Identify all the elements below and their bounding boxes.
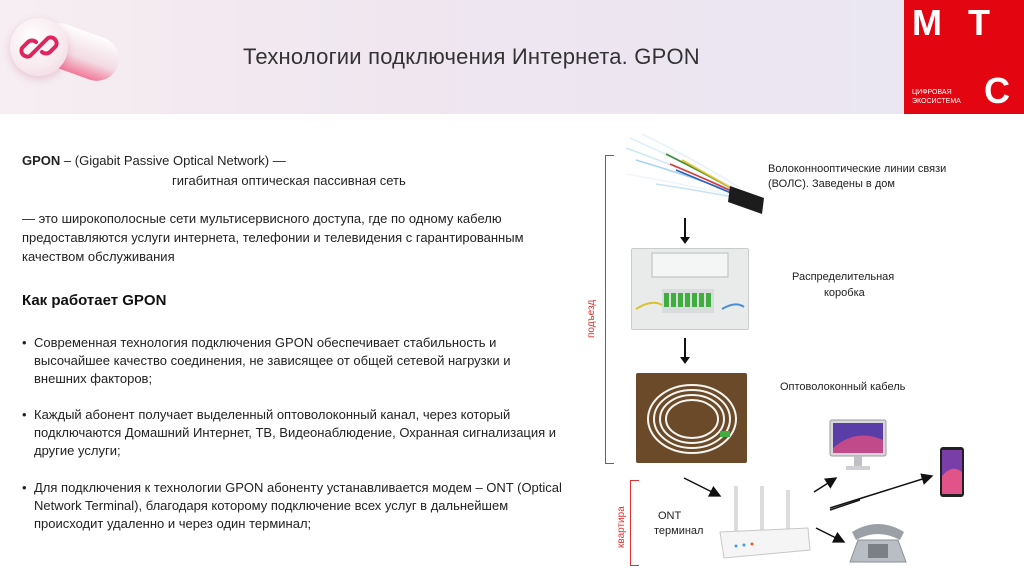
apartment-label: квартира — [616, 506, 627, 548]
bullet-line: другие услуги; — [34, 443, 121, 458]
bullet-line: Для подключения к технологии GPON абоненту устанавливается модем – ONT (Optical — [34, 480, 562, 495]
entrance-label: подъезд — [586, 299, 597, 338]
bullet-line: Каждый абонент получает выделенный оптоволоконный канал, через который — [34, 407, 511, 422]
bullet-line: происходит удаленно и через один терминал; — [34, 516, 312, 531]
bullet-line: внешних факторов; — [34, 371, 153, 386]
box-caption-2: коробка — [824, 287, 865, 299]
definition-translation: гигабитная оптическая пассивная сеть — [172, 173, 406, 188]
ont-caption-1: ONT — [658, 510, 682, 522]
mts-tagline-1: ЦИФРОВАЯ — [912, 89, 952, 96]
bullet-line: Современная технология подключения GPON обеспечивает стабильность и — [34, 335, 497, 350]
bullet-line: высочайшее качество соединения, не зависящее от общей сетевой нагрузки и — [34, 353, 511, 368]
bullet-line: подключаются Домашний Интернет, ТВ, Видеонаблюдение, Охранная сигнализация и — [34, 425, 557, 440]
ont-caption-2: терминал — [654, 525, 704, 537]
mts-logo-letter-m: М — [912, 2, 942, 43]
list-item — [22, 479, 592, 533]
list-item — [22, 406, 592, 460]
definition-desc-1: — это широкополосные сети мультисервисного доступа, где по одному кабелю — [22, 211, 502, 226]
link-icon — [10, 18, 68, 76]
fiber-caption-2: (ВОЛС). Заведены в дом — [768, 178, 895, 190]
mts-logo — [904, 0, 1024, 114]
cable-caption: Оптоволоконный кабель — [780, 381, 906, 393]
box-caption-1: Распределительная — [792, 271, 895, 283]
bullet-dot: • — [22, 335, 27, 350]
arrow-down-icon — [684, 338, 686, 358]
section-title: Как работает GPON — [22, 292, 167, 309]
smartphone-image — [938, 446, 966, 498]
entrance-bracket — [605, 155, 614, 464]
bullet-dot: • — [22, 480, 27, 495]
monitor-image — [826, 418, 890, 474]
bullet-line: Network Terminal), благодаря которому подключение всех услуг в дальнейшем — [34, 498, 509, 513]
arrow-to-smartphone-icon — [828, 470, 938, 510]
arrow-down-icon — [684, 218, 686, 238]
distribution-box-image — [631, 248, 749, 330]
fiber-bundle-image — [626, 130, 764, 216]
mts-tagline — [912, 88, 961, 106]
list-item — [22, 334, 592, 388]
mts-tagline-2: ЭКОСИСТЕМА — [912, 98, 961, 105]
bullet-dot: • — [22, 407, 27, 422]
page-title: Технологии подключения Интернета. GPON — [243, 44, 700, 69]
definition-desc-3: качеством обслуживания — [22, 249, 175, 264]
definition-line — [22, 152, 286, 170]
apartment-bracket — [630, 480, 639, 566]
definition-expansion: – (Gigabit Passive Optical Network) — — [60, 153, 286, 168]
definition-desc-2: предоставляются услуги интернета, телефонии и телевидения с гарантированным — [22, 230, 524, 245]
fiber-caption-1: Волоконнооптические линии связи — [768, 163, 947, 175]
fiber-cable-coil-image — [636, 373, 747, 463]
mts-logo-letter-c: С — [984, 70, 1010, 111]
mts-logo-letter-t: Т — [968, 2, 990, 43]
definition-term: GPON — [22, 153, 61, 168]
